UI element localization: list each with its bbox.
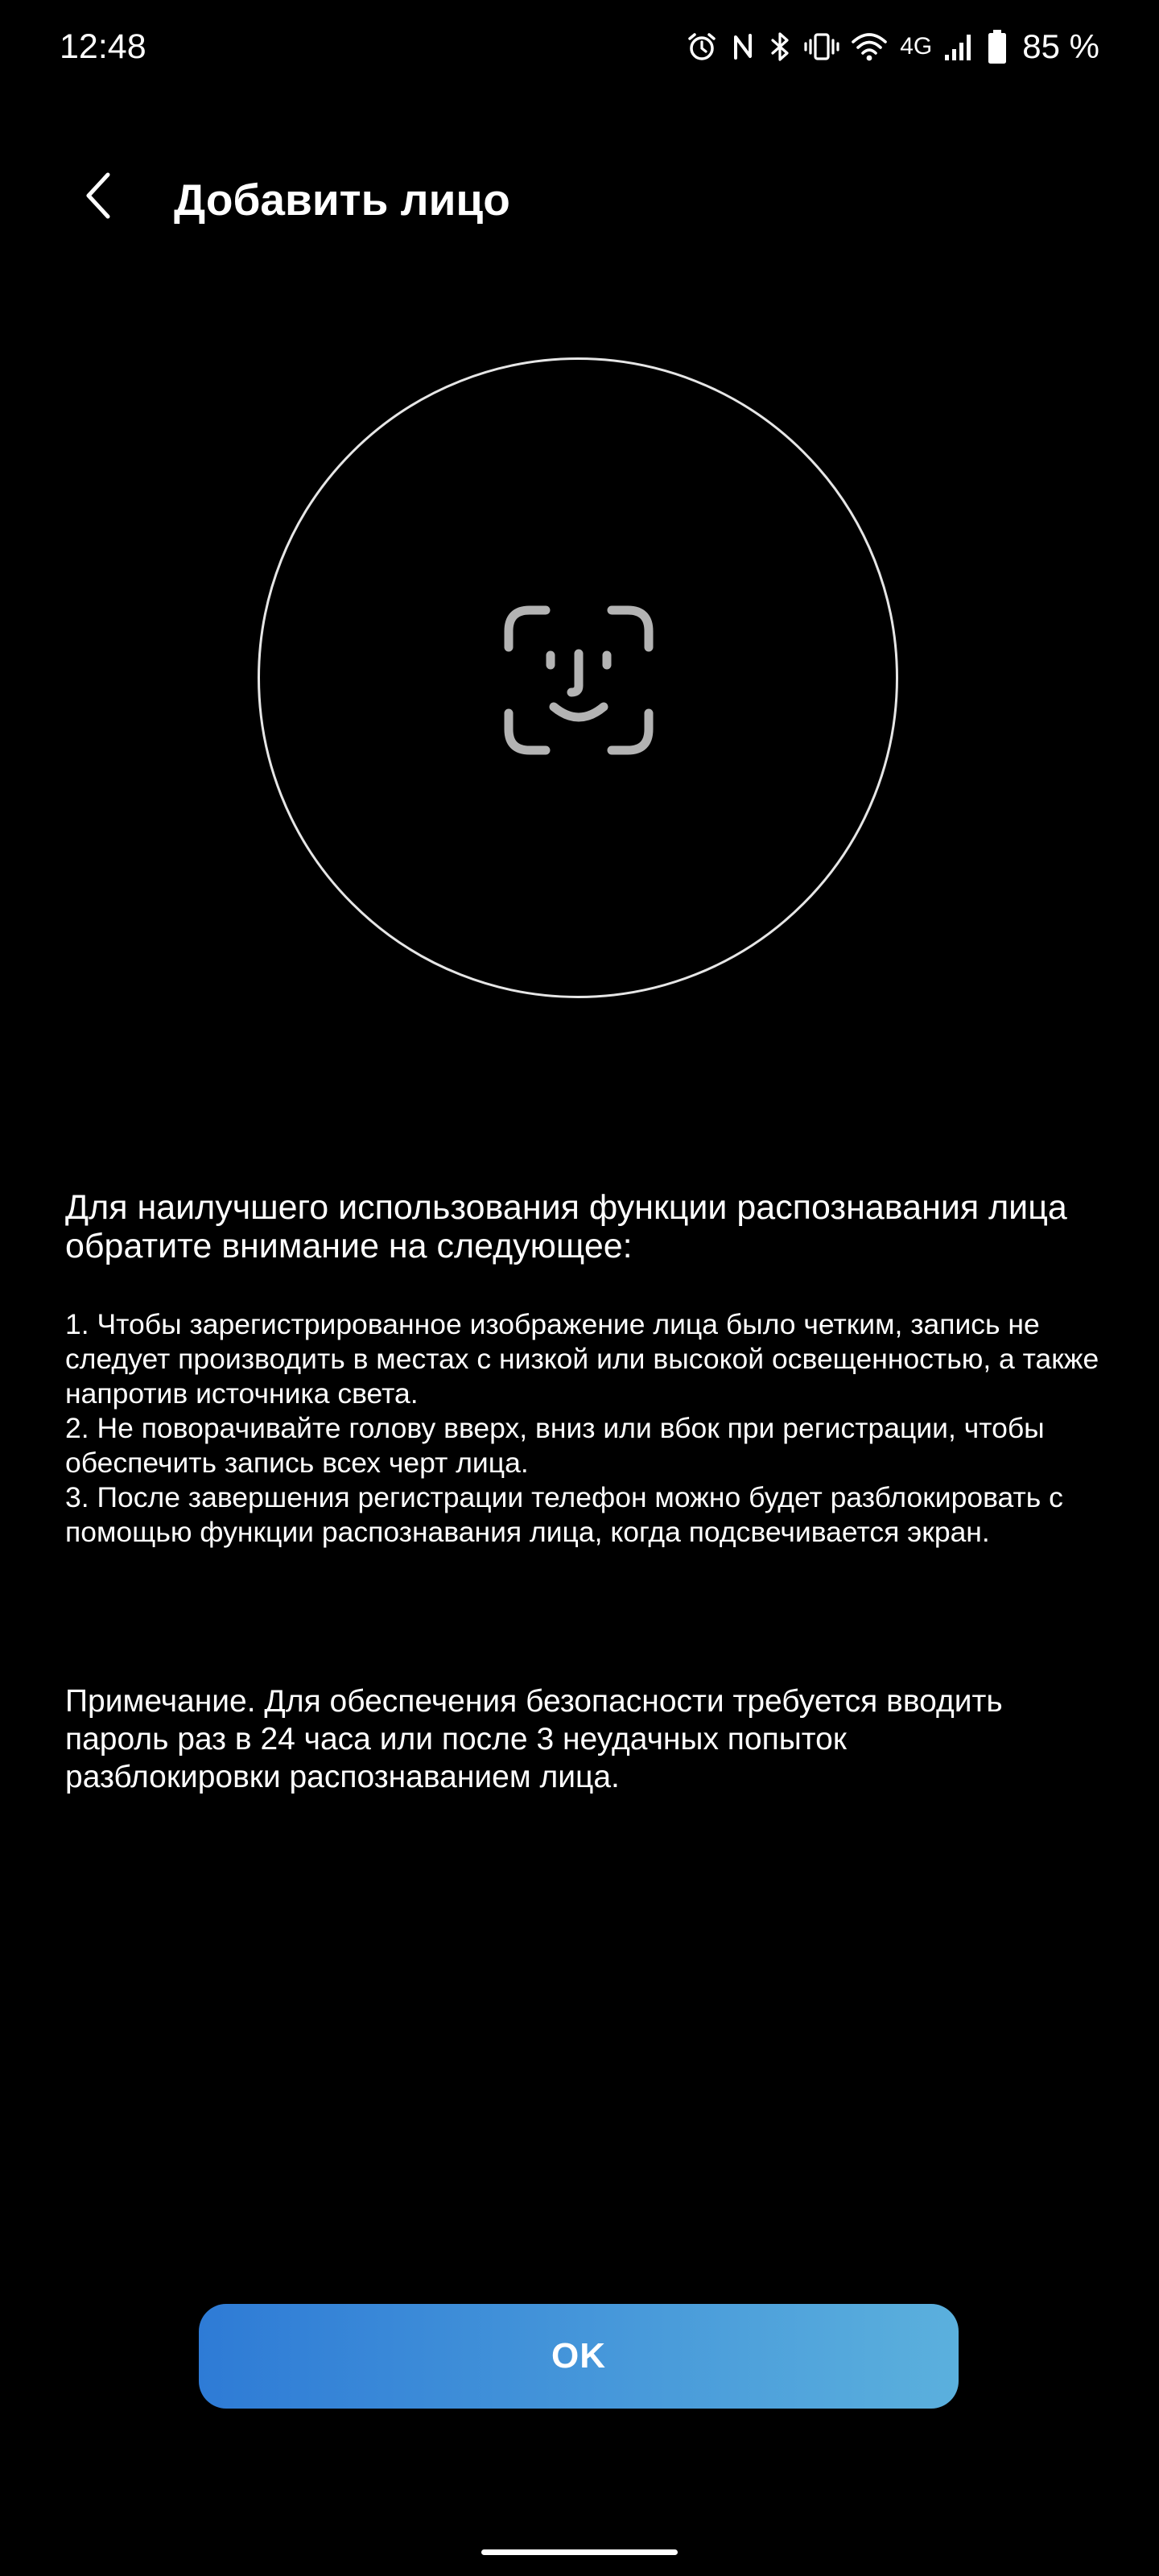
ok-button[interactable] [199, 2304, 959, 2409]
page-title: Добавить лицо [174, 175, 510, 225]
status-time: 12:48 [60, 27, 146, 66]
status-bar [0, 0, 1159, 93]
instruction-step: 2. Не поворачивайте голову вверх, вниз или вбок при регистрации, чтобы обеспечить запись всех черт лица. [65, 1412, 1045, 1479]
network-type-label: 4G [900, 33, 933, 60]
instruction-step: 3. После завершения регистрации телефон можно будет разблокировать с помощью функции распознавания лица, когда подсвечивается экран. [65, 1481, 1063, 1548]
vibrate-icon [803, 31, 840, 63]
ok-button-label: OK [551, 2336, 606, 2376]
nfc-icon [729, 31, 757, 63]
signal-icon [943, 31, 975, 63]
status-icons [674, 23, 1099, 71]
battery-icon [987, 29, 1008, 64]
battery-percent: 85 % [1022, 27, 1099, 65]
intro-text: Для наилучшего использования функции распознавания лица обратите внимание на следующее: [65, 1188, 1067, 1265]
bluetooth-icon [768, 31, 792, 63]
chevron-left-icon [80, 168, 116, 227]
back-button[interactable] [69, 161, 127, 233]
wifi-icon [852, 31, 887, 63]
gesture-navigation-bar[interactable] [481, 2549, 678, 2555]
face-id-icon [504, 605, 654, 755]
instruction-step: 1. Чтобы зарегистрированное изображение лица было четким, запись не следует производить в местах с низкой или высокой освещенностью, а также напротив источника света. [65, 1308, 1099, 1410]
instruction-steps [65, 1307, 1103, 1550]
alarm-icon [686, 31, 718, 63]
security-note: Примечание. Для обеспечения безопасности требуется вводить пароль раз в 24 часа или после 3 неудачных попыток разблокировки распознаванием лица. [65, 1684, 1003, 1794]
